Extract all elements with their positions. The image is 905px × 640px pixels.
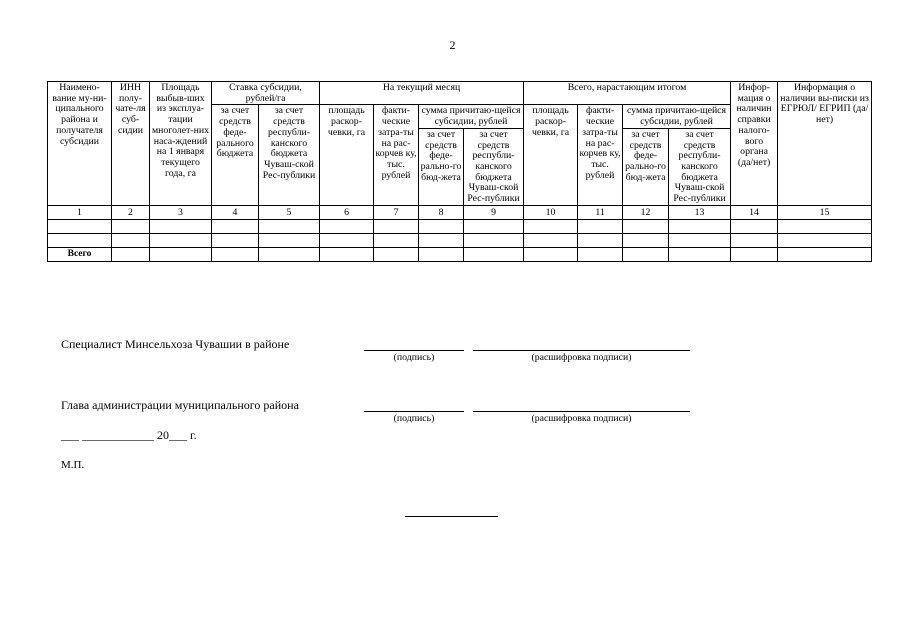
table-cell[interactable] xyxy=(259,247,320,261)
table-cell[interactable] xyxy=(578,233,623,247)
column-number: 12 xyxy=(623,205,669,219)
table-row xyxy=(48,233,872,247)
table-cell[interactable] xyxy=(48,219,112,233)
specialist-signature-line[interactable] xyxy=(364,350,464,351)
header-rate-republic: за счет средств республи-канского бюджета Чуваш-ской Рес-публики xyxy=(259,105,320,205)
column-number: 5 xyxy=(259,205,320,219)
table-cell[interactable] xyxy=(464,219,524,233)
table-cell[interactable] xyxy=(419,233,464,247)
stamp-place: М.П. xyxy=(61,459,85,471)
table-cell[interactable] xyxy=(112,247,150,261)
header-col3: Площадь выбыв-ших из эксплуа-тации многолет-них наса-ждений на 1 января текущего года, га xyxy=(150,82,212,206)
table-cell[interactable] xyxy=(669,247,731,261)
table-cell[interactable] xyxy=(778,233,872,247)
header-month-subsidy: сумма причитаю-щейся субсидии, рублей xyxy=(419,105,524,128)
header-group-month: На текущий месяц xyxy=(320,82,524,105)
table-cell[interactable] xyxy=(731,219,778,233)
table-cell[interactable] xyxy=(212,219,259,233)
table-cell[interactable] xyxy=(731,247,778,261)
column-number: 6 xyxy=(320,205,374,219)
head-signature-caption: (подпись) xyxy=(393,413,435,424)
table-cell[interactable] xyxy=(623,233,669,247)
specialist-decode-line[interactable] xyxy=(473,350,690,351)
column-number: 10 xyxy=(524,205,578,219)
header-rate-federal: за счет средств феде-рального бюджета xyxy=(212,105,259,205)
table-cell[interactable] xyxy=(259,233,320,247)
specialist-label: Специалист Минсельхоза Чувашии в районе xyxy=(61,337,290,351)
total-label: Всего xyxy=(48,247,112,261)
table-cell[interactable] xyxy=(524,233,578,247)
header-month-costs: факти-ческие затра-ты на рас-корчев ку, тыс. рублей xyxy=(374,105,419,205)
column-number: 3 xyxy=(150,205,212,219)
header-group-rate: Ставка субсидии, рублей/га xyxy=(212,82,320,105)
table-cell[interactable] xyxy=(112,219,150,233)
footer-rule xyxy=(405,516,498,517)
column-number: 7 xyxy=(374,205,419,219)
table-cell[interactable] xyxy=(374,219,419,233)
table-cell[interactable] xyxy=(112,233,150,247)
table-cell[interactable] xyxy=(374,247,419,261)
column-number: 15 xyxy=(778,205,872,219)
table-cell[interactable] xyxy=(150,247,212,261)
table-cell[interactable] xyxy=(464,247,524,261)
column-number-row xyxy=(48,205,872,219)
column-number: 4 xyxy=(212,205,259,219)
column-number: 9 xyxy=(464,205,524,219)
column-number: 14 xyxy=(731,205,778,219)
table-cell[interactable] xyxy=(578,247,623,261)
page-number: 2 xyxy=(449,38,456,52)
header-total-subsidy: сумма причитаю-щейся субсидии, рублей xyxy=(623,105,731,128)
header-group-total: Всего, нарастающим итогом xyxy=(524,82,731,105)
table-cell[interactable] xyxy=(578,219,623,233)
header-col14: Инфор-мация о наличин справки налого-вого органа (да/нет) xyxy=(731,82,778,206)
header-total-costs: факти-ческие затра-ты на рас-корчев ку, тыс. рублей xyxy=(578,105,623,205)
column-number: 8 xyxy=(419,205,464,219)
column-number: 1 xyxy=(48,205,112,219)
column-number: 11 xyxy=(578,205,623,219)
table-cell[interactable] xyxy=(259,219,320,233)
table-cell[interactable] xyxy=(623,219,669,233)
table-cell[interactable] xyxy=(320,247,374,261)
table-cell[interactable] xyxy=(150,219,212,233)
table-cell[interactable] xyxy=(150,233,212,247)
table-cell[interactable] xyxy=(48,233,112,247)
table-cell[interactable] xyxy=(464,233,524,247)
table-cell[interactable] xyxy=(669,219,731,233)
table-cell[interactable] xyxy=(212,247,259,261)
subsidy-table xyxy=(47,81,872,262)
header-total-sub-federal: за счет средств феде-рально-го бюд-жета xyxy=(623,128,669,205)
column-number: 13 xyxy=(669,205,731,219)
table-cell[interactable] xyxy=(778,219,872,233)
header-month-area: площадь раскор-чевки, га xyxy=(320,105,374,205)
head-signature-line[interactable] xyxy=(364,411,464,412)
table-cell[interactable] xyxy=(320,219,374,233)
table-cell[interactable] xyxy=(669,233,731,247)
table-cell[interactable] xyxy=(524,247,578,261)
table-cell[interactable] xyxy=(374,233,419,247)
specialist-signature-caption: (подпись) xyxy=(393,352,435,363)
header-col15: Информация о наличии вы-писки из ЕГРЮЛ/ ЕГРИП (да/нет) xyxy=(778,82,872,206)
table-cell[interactable] xyxy=(419,247,464,261)
column-number: 2 xyxy=(112,205,150,219)
head-decode-caption: (расшифровка подписи) xyxy=(531,413,632,424)
table-cell[interactable] xyxy=(731,233,778,247)
date-line[interactable]: ___ ____________ 20___ г. xyxy=(61,428,197,442)
header-month-sub-federal: за счет средств феде-рально-го бюд-жета xyxy=(419,128,464,205)
table-cell[interactable] xyxy=(524,219,578,233)
total-row xyxy=(48,247,872,261)
header-col1: Наимено-вание му-ни-ципального района и получателя субсидии xyxy=(48,82,112,206)
header-total-area: площадь раскор-чевки, га xyxy=(524,105,578,205)
table-cell[interactable] xyxy=(212,233,259,247)
header-col2: ИНН полу-чате-ля суб-сидии xyxy=(112,82,150,206)
table-cell[interactable] xyxy=(320,233,374,247)
specialist-decode-caption: (расшифровка подписи) xyxy=(531,352,632,363)
header-total-sub-republic: за счет средств республи-канского бюджета Чуваш-ской Рес-публики xyxy=(669,128,731,205)
table-cell[interactable] xyxy=(778,247,872,261)
head-label: Глава администрации муниципального района xyxy=(61,398,299,412)
table-cell[interactable] xyxy=(419,219,464,233)
table-row xyxy=(48,219,872,233)
header-month-sub-republic: за счет средств республи-канского бюджета Чуваш-ской Рес-публики xyxy=(464,128,524,205)
head-decode-line[interactable] xyxy=(473,411,690,412)
table-cell[interactable] xyxy=(623,247,669,261)
